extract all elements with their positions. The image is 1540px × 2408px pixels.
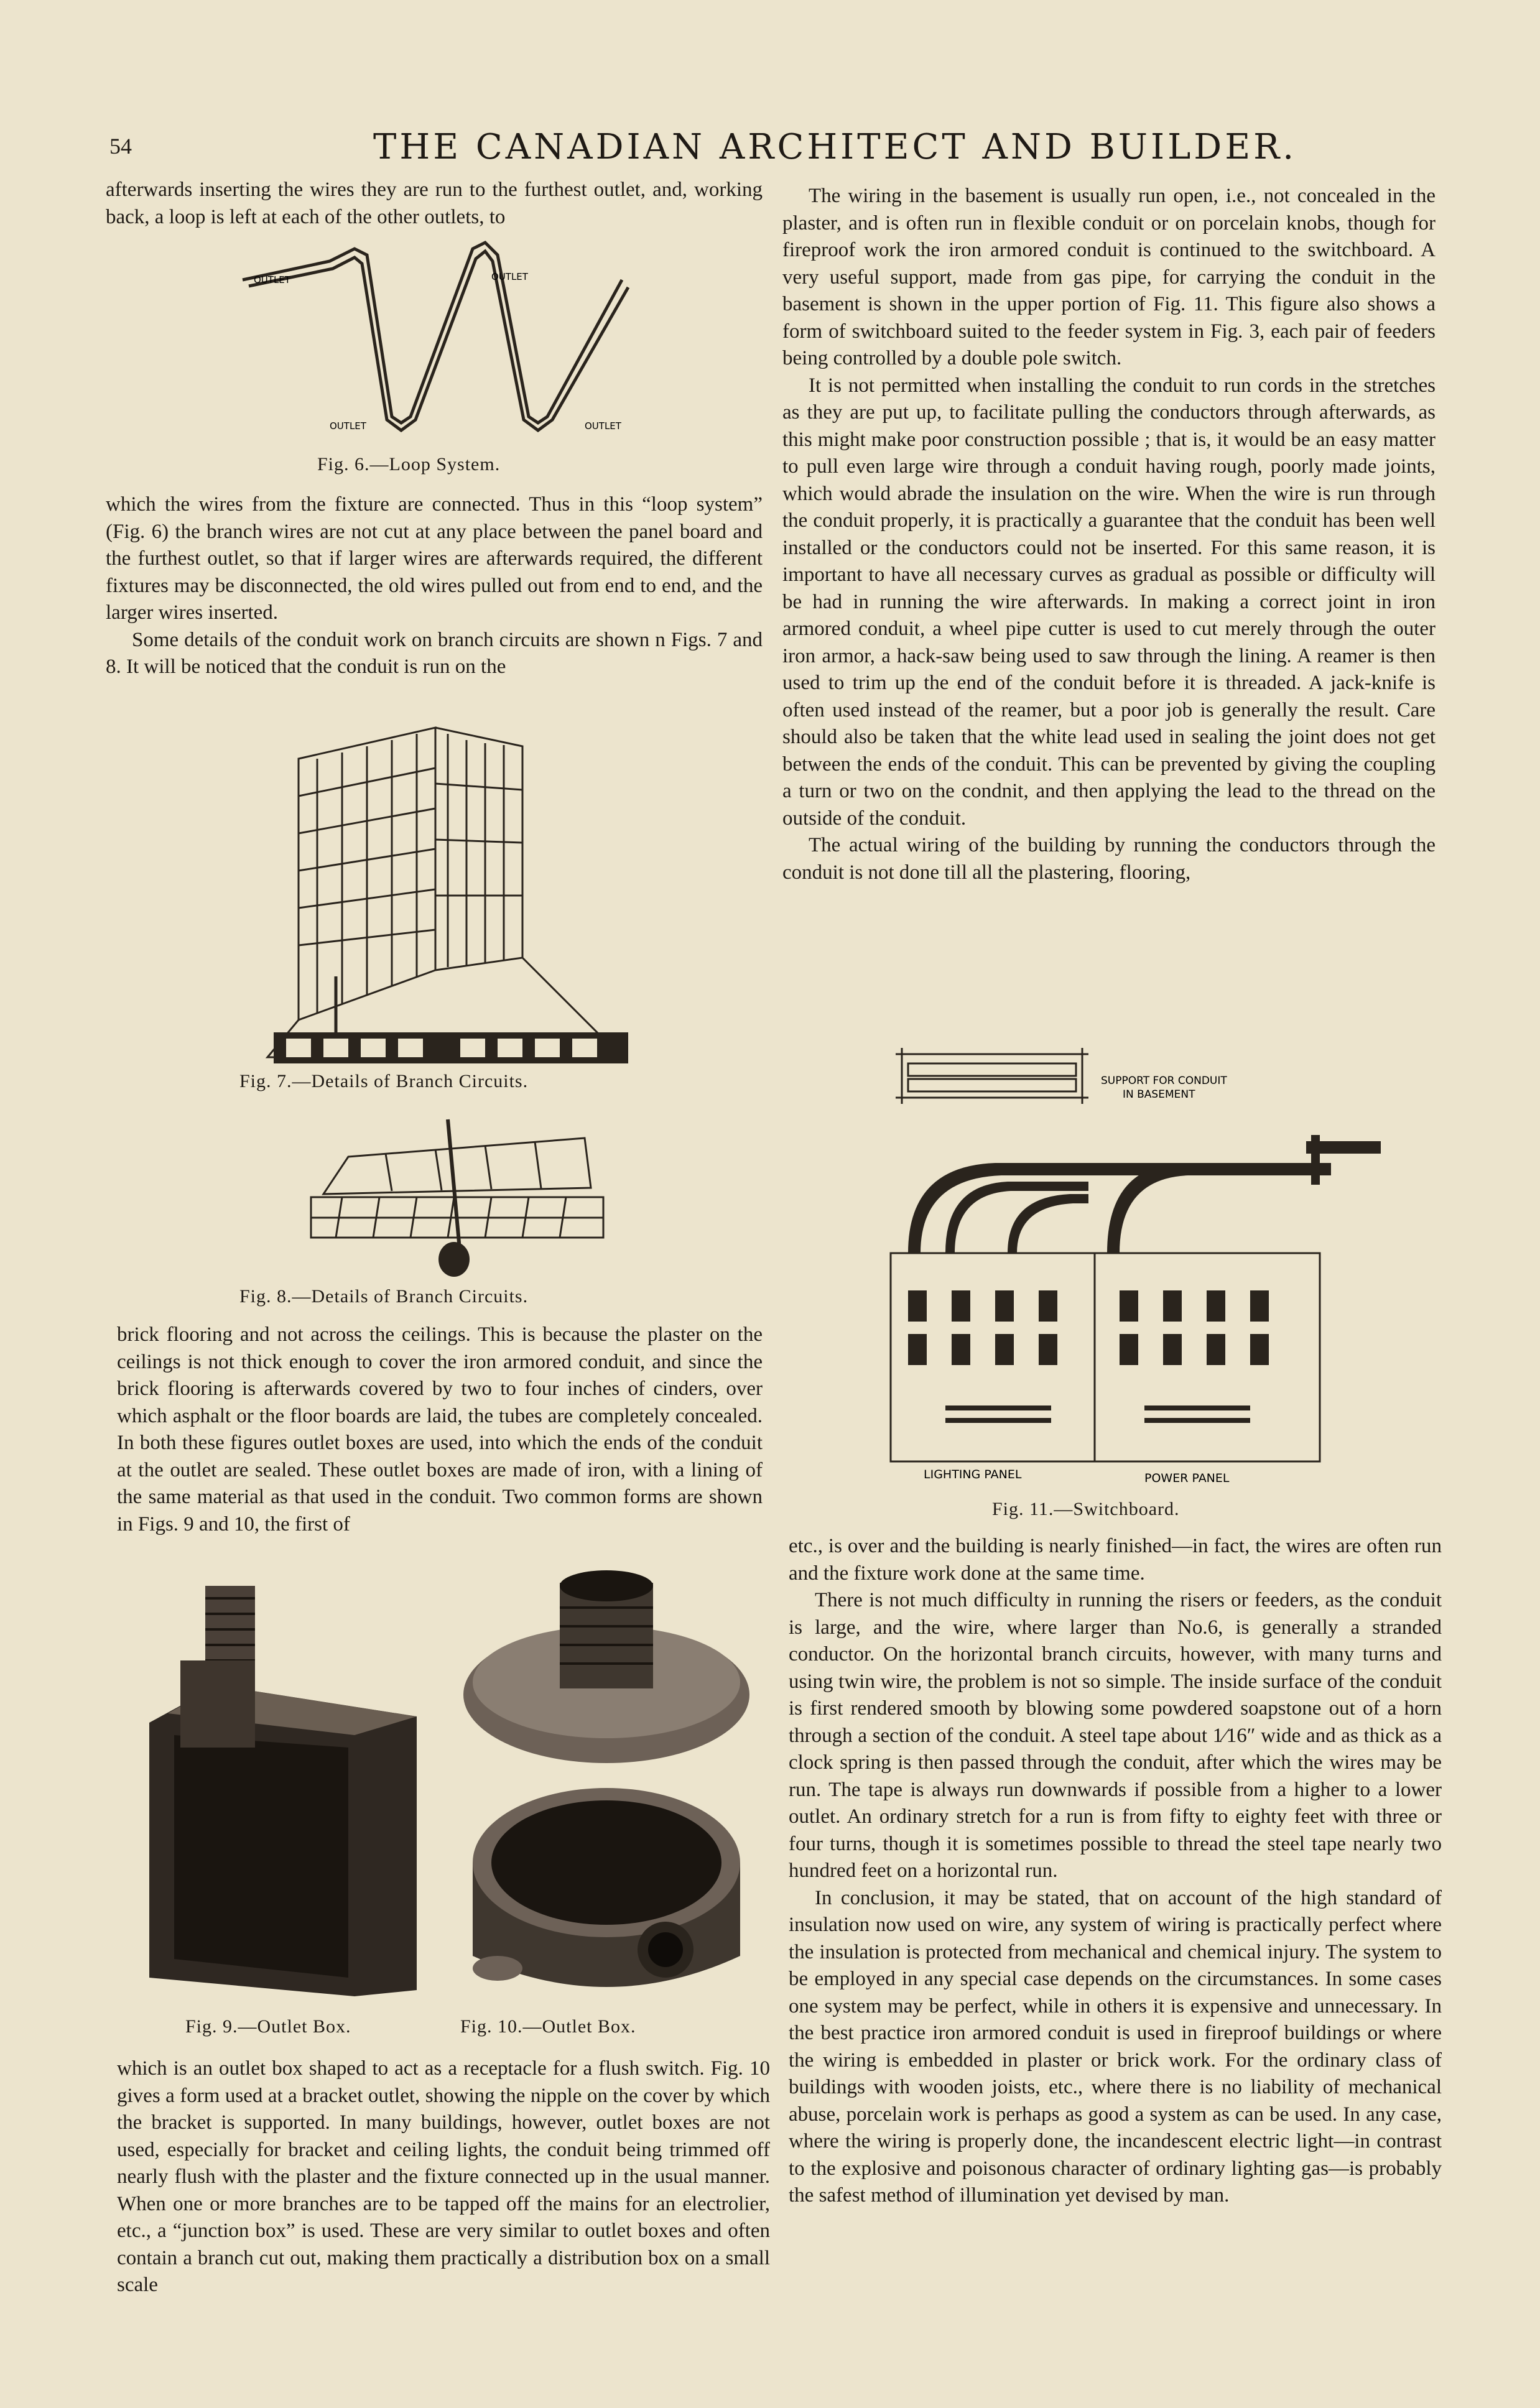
fig6-label-outlet-1: OUTLET [254,274,290,285]
fig6-label-outlet-2: OUTLET [491,271,528,282]
fig11-support-label-line1: SUPPORT FOR CONDUIT [1101,1075,1227,1087]
right-paragraph-5: There is not much difficulty in running the risers or feeders, as the conduit is large, and the wire, where larger than No.6, is generally a stranded conductor. On the horizontal branch circuits, however, with many turns and using twin wire, the problem is not so simple. The inside surface of the conduit is first rendered smooth by blowing some powdered soapstone out of a horn through a section of the conduit. A steel tape about 1⁄16″ wide and as thick as a clock spring is then passed through the conduit, after which the wires may be run. The tape is always run downwards if possible from a higher to a lower outlet. An ordinary stretch for a run is from fifty to eighty feet with three or four turns, though it is sometimes possible to thread the steel tape nearly two hundred feet on a horizontal run. [789,1589,1442,1882]
left-column-lower [117,1322,763,1538]
running-title: THE CANADIAN ARCHITECT AND BUILDER. [373,127,1297,167]
fig10-outlet-box-illustration [460,1570,753,2006]
left-paragraph-1: afterwards inserting the wires they are run to the furthest outlet, and, working back, a loop is left at each of the other outlets, to [106,178,763,228]
fig7-caption: Fig. 7.—Details of Branch Circuits. [239,1071,529,1091]
fig6-loop-system-diagram [224,236,659,442]
fig7-branch-circuits-illustration [261,721,634,1067]
fig8-caption: Fig. 8.—Details of Branch Circuits. [239,1286,529,1307]
fig10-caption: Fig. 10.—Outlet Box. [460,2016,636,2037]
left-paragraph-5: which is an outlet box shaped to act as a receptacle for a flush switch. Fig. 10 gives a form used at a bracket outlet, showing the nipple on the cover by which the bracket is supported. In many buildings, however, outlet boxes are not used, especially for bracket and ceiling lights, the conduit being trimmed off nearly flush with the plaster and the fixture connected up in the usual manner. When one or more branches are to be tapped off the mains for an electrolier, etc., a “junction box” is used. These are very similar to outlet boxes and often contain a branch cut out, making them practically a distribution box on a small scale [117,2057,770,2296]
fig11-support-label-line2: IN BASEMENT [1123,1088,1195,1101]
left-paragraph-2: which the wires from the fixture are connected. Thus in this “loop system” (Fig. 6) the branch wires are not cut at any place between the panel board and the furthest outlet, so that if larger wires are afterwards required, the different fixtures may be disconnected, the old wires pulled out from end to end, and the larger wires inserted. [106,493,763,624]
right-paragraph-4: etc., is over and the building is nearly finished—in fact, the wires are often run and the fixture work done at the same time. [789,1535,1442,1585]
left-paragraph-3: Some details of the conduit work on branch circuits are shown n Figs. 7 and 8. It will be noticed that the conduit is run on the [106,628,763,678]
fig11-power-panel-label: POWER PANEL [1144,1471,1230,1485]
left-column-bottom [117,2055,770,2299]
page-number: 54 [109,134,132,159]
fig11-switchboard-diagram [883,1042,1381,1514]
left-paragraph-4: brick flooring and not across the ceilings. This is because the plaster on the ceilings is not thick enough to cover the iron armored conduit, and since the brick flooring is afterwards covered by two to four inches of cinders, over which asphalt or the floor boards are laid, the tubes are completely concealed. In both these figures outlet boxes are used, into which the ends of the conduit at the outlet are sealed. These outlet boxes are made of iron, with a lining of the same material as that used in the conduit. Two common forms are shown in Figs. 9 and 10, the first of [117,1323,763,1535]
fig11-caption: Fig. 11.—Switchboard. [992,1499,1180,1519]
fig8-branch-circuits-illustration [299,1113,610,1281]
right-column-bottom [789,1533,1442,2210]
fig9-outlet-box-illustration [143,1580,435,2009]
fig9-caption: Fig. 9.—Outlet Box. [185,2016,351,2037]
fig6-caption: Fig. 6.—Loop System. [317,454,501,475]
right-paragraph-1: The wiring in the basement is usually run open, i.e., not concealed in the plaster, and is often run in flexible conduit or on porcelain knobs, though for fireproof work the iron armored conduit is continued to the switchboard. A very useful support, made from gas pipe, for carrying the conduit in the basement is shown in the upper portion of Fig. 11. This figure also shows a form of switchboard suited to the feeder system in Fig. 3, each pair of feeders being controlled by a double pole switch. [782,185,1436,369]
right-column-top [782,183,1436,886]
left-column-top [106,177,763,231]
right-paragraph-3: The actual wiring of the building by running the conductors through the conduit is not done till all the plastering, flooring, [782,834,1436,884]
fig6-label-outlet-4: OUTLET [585,420,621,432]
right-paragraph-6: In conclusion, it may be stated, that on account of the high standard of insulation now used on wire, any system of wiring is practically perfect where the insulation is protected from mechanical and chemical injury. The system to be employed in any special case depends on the circumstances. In some cases one system may be perfect, while in others it is expensive and unnecessary. In the best practice iron armored conduit is used in fireproof buildings or where the wiring is embedded in plaster or brick work. For the ordinary class of buildings with wooden joists, etc., where there is no liability of mechanical abuse, porcelain work is perhaps as good a system as can be used. In any case, where the wiring is properly done, the incandescent electric light—in contrast to the explosive and poisonous character of ordinary lighting gas—is probably the safest method of illumination yet devised by man. [789,1886,1442,2207]
right-paragraph-2: It is not permitted when installing the conduit to run cords in the stretches as they are put up, to facilitate pulling the conductors through afterwards, as this might make poor construction possible ; that is, it would be an easy matter to pull even large wire through a conduit having rough, poorly made joints, which would abrade the insulation on the wire. When the wire is run through the conduit properly, it is practically a guarantee that the conduit has been well installed or the conductors could not be inserted. For this same reason, it is important to have all necessary curves as gradual as possible or difficulty will be had in running the wire afterwards. In making a correct joint in iron armored conduit, a wheel pipe cutter is used to cut merely through the outer iron armor, a hack-saw being used to saw through the lining. A reamer is then used to trim up the end of the conduit before it is threaded. A jack-knife is often used instead of the reamer, but a poor job is generally the result. Care should also be taken that the white lead used in sealing the joint does not get between the ends of the conduit. This can be prevented by giving the coupling a turn or two on the condnit, and then applying the lead to the thread on the outside of the conduit. [782,374,1436,830]
left-column-mid [106,491,763,681]
fig11-lighting-panel-label: LIGHTING PANEL [924,1468,1022,1481]
fig6-label-outlet-3: OUTLET [330,420,366,432]
